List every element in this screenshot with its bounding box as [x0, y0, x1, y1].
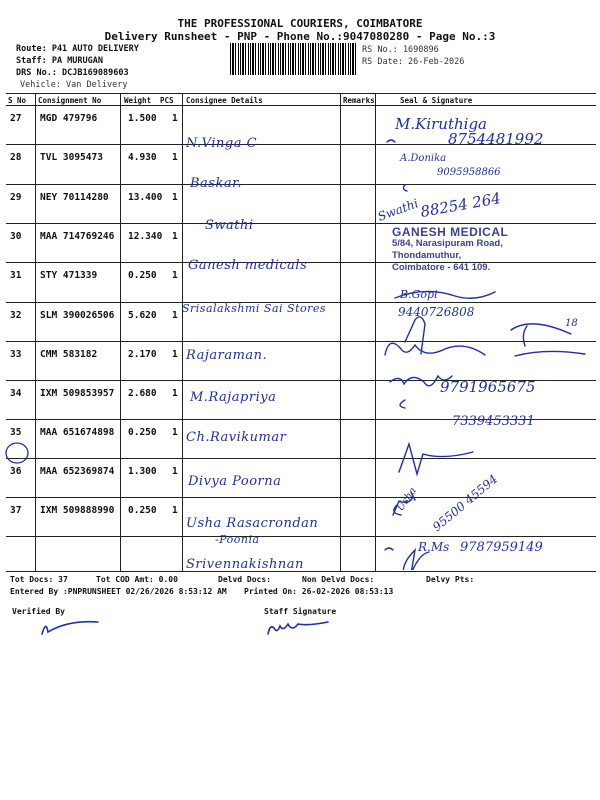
pen-circle-mark [3, 440, 31, 466]
row-pcs: 1 [172, 466, 178, 477]
row-weight: 5.620 [128, 310, 157, 321]
row-weight: 2.170 [128, 349, 157, 360]
col-sno: S No [8, 96, 27, 105]
row-consignment: STY 471339 [40, 270, 98, 281]
row-pcs: 1 [172, 349, 178, 360]
row-sno: 36 [10, 466, 22, 477]
row-consignment: CMM 583182 [40, 349, 98, 360]
drs-label: DRS No.: DCJB169089603 [16, 68, 129, 78]
col-weight: Weight [124, 96, 152, 105]
handwritten-phone: 8754481992 [448, 130, 544, 148]
row-sno: 35 [10, 427, 22, 438]
delivery-points: Delvy Pts: [426, 575, 475, 584]
row-weight: 2.680 [128, 388, 157, 399]
non-delivered-docs: Non Delvd Docs: [302, 575, 375, 584]
handwritten-consignee: Srisalakshmi Sai Stores [182, 302, 327, 315]
staff-signature [262, 616, 342, 640]
handwritten-consignee: Rajaraman. [186, 348, 268, 363]
printed-on: Printed On: 26-02-2026 08:53:13 [244, 587, 394, 596]
row-pcs: 1 [172, 152, 178, 163]
rs-date: RS Date: 26-Feb-2026 [362, 57, 465, 67]
col-consignment: Consignment No [38, 96, 102, 105]
total-docs: Tot Docs: 37 [10, 575, 68, 584]
handwritten-consignee: N.Vinga C [186, 136, 258, 151]
row-weight: 13.400 [128, 192, 163, 203]
row-sno: 32 [10, 310, 22, 321]
company-name: THE PROFESSIONAL COURIERS, COIMBATORE [177, 17, 423, 30]
handwritten-consignee: M.Rajapriya [190, 390, 277, 405]
row-weight: 0.250 [128, 505, 157, 516]
handwritten-consignee: Ch.Ravikumar [186, 430, 287, 445]
col-seal: Seal & Signature [400, 96, 473, 105]
row-pcs: 1 [172, 427, 178, 438]
row-sno: 29 [10, 192, 22, 203]
row-consignment: MGD 479796 [40, 113, 98, 124]
verified-signature [30, 612, 110, 642]
handwritten-signature: Swathi [375, 196, 421, 224]
row-pcs: 1 [172, 270, 178, 281]
barcode [230, 43, 356, 75]
handwritten-phone: 9791965675 [440, 378, 536, 396]
handwritten-phone: 9440726808 [398, 305, 475, 319]
handwritten-phone: 7339453331 [452, 414, 535, 429]
handwritten-phone: 9095958866 [437, 167, 501, 178]
table-top-border [6, 93, 596, 94]
row-pcs: 1 [172, 505, 178, 516]
vehicle-label: Vehicle: Van Delivery [20, 80, 128, 90]
handwritten-phone: 95500 45594 [429, 471, 501, 535]
rs-number: RS No.: 1690896 [362, 45, 439, 55]
row-sno: 33 [10, 349, 22, 360]
col-pcs: PCS [160, 96, 174, 105]
stamp-address: 5/84, Narasipuram Road, [392, 238, 503, 249]
row-pcs: 1 [172, 310, 178, 321]
handwritten-signature: A.Donika [400, 153, 447, 164]
row-consignment: IXM 509853957 [40, 388, 115, 399]
staff-signature-label: Staff Signature [264, 607, 337, 616]
handwritten-phone: 88254 264 [419, 189, 503, 221]
stamp-title: GANESH MEDICAL [392, 225, 509, 239]
row-consignment: MAA 652369874 [40, 466, 115, 477]
handwritten-signature: Usha [395, 485, 419, 514]
entered-by: Entered By :PNPRUNSHEET 02/26/2026 8:53:12 AM [10, 587, 227, 596]
row-sno: 34 [10, 388, 22, 399]
row-consignment: IXM 509888990 [40, 505, 115, 516]
handwritten-consignee: Swathi [205, 218, 254, 233]
row-consignment: TVL 3095473 [40, 152, 103, 163]
stamp-address: Coimbatore - 641 109. [392, 262, 491, 273]
verified-by-label: Verified By [12, 607, 65, 616]
row-sno: 37 [10, 505, 22, 516]
handwritten-signature: B.Gopi [400, 288, 438, 301]
staff-label: Staff: PA MURUGAN [16, 56, 103, 66]
col-consignee: Consignee Details [186, 96, 263, 105]
row-consignment: MAA 714769246 [40, 231, 115, 242]
route-label: Route: P41 AUTO DELIVERY [16, 44, 139, 54]
row-pcs: 1 [172, 388, 178, 399]
row-pcs: 1 [172, 113, 178, 124]
delivered-docs: Delvd Docs: [218, 575, 271, 584]
runsheet-subtitle: Delivery Runsheet - PNP - Phone No.:9047080280 - Page No.:3 [104, 30, 496, 43]
row-weight: 12.340 [128, 231, 163, 242]
row-sno: 28 [10, 152, 22, 163]
row-pcs: 1 [172, 192, 178, 203]
stamp-address: Thondamuthur, [392, 250, 462, 261]
row-consignment: SLM 390026506 [40, 310, 115, 321]
row-weight: 0.250 [128, 427, 157, 438]
handwritten-note: 18 [565, 318, 578, 329]
row-sno: 27 [10, 113, 22, 124]
handwritten-consignee: Baskar. [190, 176, 243, 191]
handwritten-consignee: -Poonia [215, 533, 260, 546]
row-consignment: NEY 70114280 [40, 192, 109, 203]
row-pcs: 1 [172, 231, 178, 242]
row-sno: 31 [10, 270, 22, 281]
row-sno: 30 [10, 231, 22, 242]
row-weight: 0.250 [128, 270, 157, 281]
handwritten-consignee: Divya Poorna [188, 474, 282, 489]
handwritten-consignee: Ganesh medicals [188, 258, 308, 273]
col-remarks: Remarks [343, 96, 375, 105]
handwritten-consignee: Usha Rasacrondan [186, 516, 319, 531]
handwritten-signature: R.Ms [418, 540, 450, 554]
handwritten-signature: M.Kiruthiga [395, 115, 487, 133]
total-cod: Tot COD Amt: 0.00 [96, 575, 178, 584]
row-consignment: MAA 651674898 [40, 427, 115, 438]
signature-scribbles [375, 110, 595, 570]
row-weight: 4.930 [128, 152, 157, 163]
row-weight: 1.500 [128, 113, 157, 124]
handwritten-phone: 9787959149 [460, 540, 543, 555]
handwritten-consignee: Srivennakishnan [186, 557, 304, 572]
row-weight: 1.300 [128, 466, 157, 477]
